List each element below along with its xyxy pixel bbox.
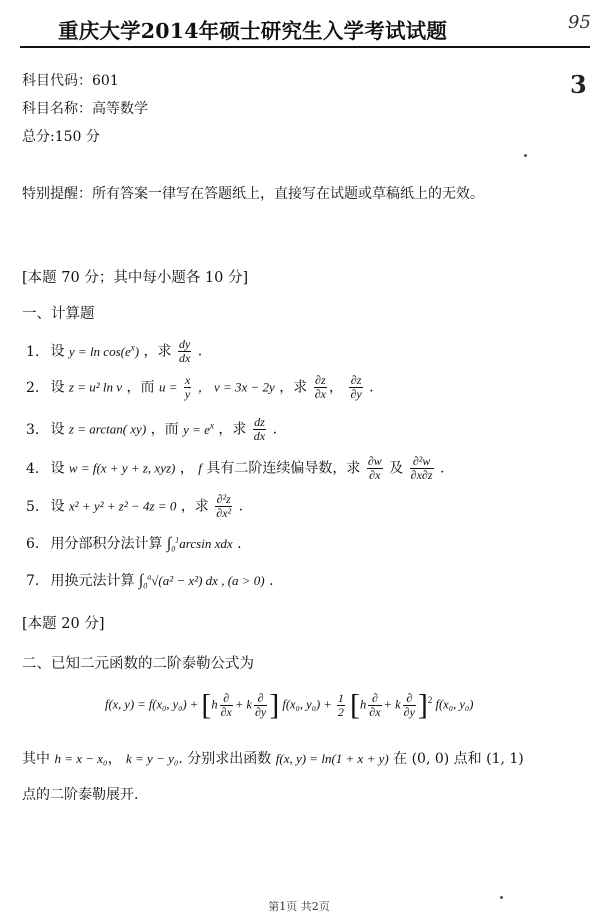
math-expr: h = x − x₀ — [54, 751, 108, 766]
exponent: 2 — [427, 695, 433, 706]
question-text: 设 — [50, 343, 69, 360]
question-3 — [26, 416, 277, 443]
fraction: $\frac{\partial w}{\partial x}$ — [367, 454, 382, 482]
question-number: 6. — [26, 536, 40, 552]
question-text: ，求 — [218, 421, 247, 438]
formula-lhs: f(x, y) = f(x₀, y₀) + — [105, 697, 199, 712]
question-1 — [26, 338, 202, 365]
question-text: ，求 — [143, 343, 172, 360]
question-text: 用分部积分法计算 — [50, 536, 163, 552]
math-expr: $y = e^x$ — [183, 420, 214, 437]
fraction: $\frac{\text{∂²z}}{\text{∂x²}}$ — [216, 492, 232, 520]
punctuation: . — [369, 379, 374, 396]
punctuation: . — [197, 343, 203, 360]
punctuation: . — [238, 498, 244, 515]
fraction: $\frac{dz}{dx}$ — [253, 415, 266, 443]
taylor-formula: f(x, y) = f(x₀, y₀) + [h $\frac{\partial}{\partial x}$ + k $\frac{\partial}{\partial y}$ ] f(x₀, y₀) + $\frac{1}{2}$ [h $\frac{\partial}{\partial x}$ + k $\frac{\partial}{\partial y}$ ]$^2$ f(x₀, y₀) — [105, 688, 474, 722]
part2-intro: 二、已知二元函数的二阶泰勒公式为 — [22, 656, 254, 672]
question-text: ，而 — [126, 379, 155, 396]
scan-speck — [500, 896, 503, 899]
formula-term: + k — [383, 697, 401, 712]
fraction: $\frac{\partial}{\partial y}$ — [403, 691, 415, 719]
fraction: $\frac{\text{∂²w}}{\partial x\partial z}$ — [410, 454, 433, 482]
part1-title: 一、计算题 — [22, 306, 95, 322]
punctuation: . — [272, 421, 278, 438]
question-text: 设 — [50, 498, 69, 515]
part2-line1: 其中 h = x − x₀， k = y − y₀. 分别求出函数 f(x, y) = ln(1 + x + y) 在 (0, 0) 点和 (1, 1) — [22, 751, 524, 767]
integral-expr: $\int_0^a√(a^2 - x^2)$ dx , (a > 0) — [138, 572, 265, 591]
corner-mark: 3 — [570, 70, 587, 99]
punctuation: . — [269, 573, 274, 589]
fraction: $\frac{dy}{dx}$ — [179, 337, 191, 365]
math-expr: $y = \ln \cos(e^x)$ — [68, 342, 140, 359]
part1-header: [本题 70 分；其中每小题各 10 分] — [22, 270, 249, 286]
special-notice: 特别提醒：所有答案一律写在答题纸上，直接写在试题或草稿纸上的无效。 — [22, 186, 484, 202]
math-expr: z = u² ln v — [68, 379, 123, 395]
exam-title: 重庆大学2014年硕士研究生入学考试试题 — [58, 19, 448, 43]
question-5 — [26, 493, 243, 520]
formula-term: + k — [234, 697, 252, 712]
fraction: $\frac{x}{y}$ — [184, 373, 191, 401]
math-expr: z = arctan( xy) — [68, 421, 147, 437]
question-7 — [26, 570, 274, 591]
question-2: 2. 设 z = u² ln v ，而 u = $\frac{x}{y}$ ， v = 3x − 2y ，求 $\frac{\partial z}{\partial x}$ ， $\frac{\partial z}{\partial y}$ . — [26, 373, 374, 401]
question-number: 5. — [26, 498, 40, 515]
math-expr: w = f(x + y + z, xyz) — [68, 460, 176, 476]
question-number: 7. — [26, 573, 40, 589]
math-expr: ， v = 3x − 2y — [197, 379, 275, 395]
question-4 — [26, 455, 444, 482]
question-text: 及 — [389, 460, 404, 477]
fraction: $\frac{\partial}{\partial x}$ — [220, 691, 232, 719]
question-6 — [26, 533, 242, 554]
fraction: $\frac{\partial}{\partial y}$ — [254, 691, 267, 719]
question-text: ，求 — [279, 379, 308, 396]
formula-term: h — [360, 697, 367, 712]
integral-expr: $\int_0^1\arcsin$ xdx — [166, 535, 233, 554]
question-text: 具有二阶连续偏导数，求 — [206, 460, 361, 477]
formula-term: h — [211, 697, 218, 712]
fraction: $\frac{\partial z}{\partial x}$ — [314, 373, 326, 401]
formula-term: f(x₀, y₀) + — [282, 697, 332, 712]
question-number: 1. — [26, 343, 40, 360]
math-expr: u = — [158, 379, 178, 395]
punctuation: . — [439, 460, 445, 477]
question-text: ，求 — [180, 498, 209, 515]
punctuation: . — [237, 536, 242, 552]
fraction: $\frac{1}{2}$ — [337, 691, 344, 719]
header-rule — [20, 46, 590, 48]
scan-speck — [524, 154, 527, 157]
math-expr: x² + y² + z² − 4z = 0 — [68, 498, 177, 514]
total-score: 总分:150 分 — [22, 129, 100, 145]
formula-term: f(x₀, y₀) — [435, 697, 474, 712]
question-text: ，而 — [150, 421, 179, 438]
math-expr: k = y − y₀ — [126, 751, 179, 766]
math-expr: f(x, y) = ln(1 + x + y) — [275, 751, 389, 766]
part2-header: [本题 20 分] — [22, 616, 105, 632]
question-number: 2. — [26, 379, 40, 396]
question-text: 设 — [50, 460, 69, 477]
handwritten-page-mark: 95 — [568, 12, 591, 33]
question-number: 4. — [26, 460, 40, 477]
question-text: 用换元法计算 — [50, 573, 135, 589]
subject-code: 科目代码：601 — [22, 73, 119, 89]
question-text: 设 — [50, 421, 69, 438]
question-text: 设 — [50, 379, 69, 396]
part2-line2: 点的二阶泰勒展开. — [22, 787, 139, 803]
math-expr: f — [198, 460, 202, 476]
fraction: $\frac{\partial}{\partial x}$ — [369, 691, 381, 719]
question-text: ， — [179, 460, 194, 477]
page-footer: 第1页 共2页 — [268, 900, 330, 913]
question-number: 3. — [26, 421, 40, 438]
subject-name: 科目名称：高等数学 — [22, 101, 148, 117]
fraction: $\frac{\partial z}{\partial y}$ — [350, 373, 362, 401]
